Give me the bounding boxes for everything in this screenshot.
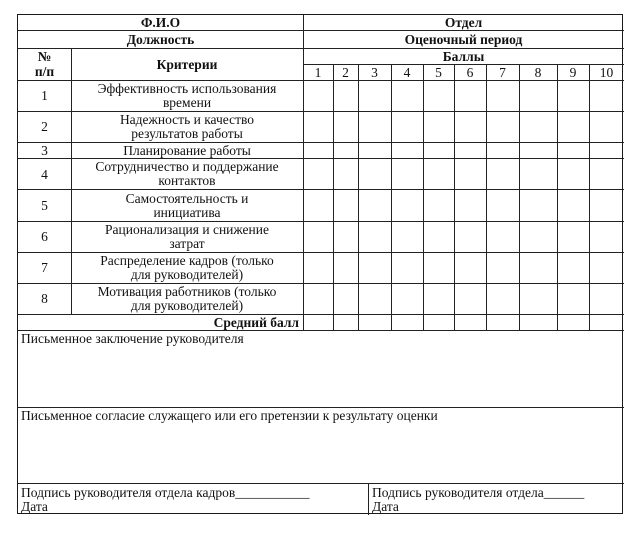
score-number: 1: [314, 65, 322, 80]
score-number: 2: [342, 65, 349, 80]
evaluation-form: [17, 14, 623, 514]
manager-conclusion-label: Письменное заключение руководителя: [21, 331, 244, 346]
criterion-text: Рационализация и снижение: [105, 222, 269, 237]
column-divider: [358, 64, 359, 330]
row-divider: [18, 48, 624, 49]
average-score-label: Средний балл: [213, 315, 299, 330]
column-divider: [391, 64, 392, 330]
row-divider: [18, 314, 624, 315]
score-number: 9: [569, 65, 577, 80]
row-divider: [18, 30, 624, 31]
criterion-text: Планирование работы: [123, 143, 251, 158]
row-number: 8: [41, 291, 48, 306]
criterion-text: Самостоятельность и: [125, 191, 249, 206]
row-divider: [18, 189, 624, 190]
row-divider: [18, 111, 624, 112]
row-number: 1: [41, 88, 48, 103]
score-number: 5: [435, 65, 442, 80]
scores-label: Баллы: [442, 49, 485, 64]
criterion-text: Распределение кадров (только: [100, 253, 274, 268]
department-head-date-label: Дата: [372, 499, 399, 514]
criterion-text-cont: инициатива: [153, 205, 221, 220]
criterion-text: Эффективность использования: [97, 81, 277, 96]
criteria-label: Критерии: [156, 57, 218, 72]
employee-consent-field[interactable]: [18, 424, 624, 481]
row-number: 5: [41, 198, 48, 213]
score-number: 6: [466, 65, 474, 80]
criterion-text: Сотрудничество и поддержание: [95, 159, 279, 174]
score-number: 8: [534, 65, 542, 80]
column-divider: [589, 64, 590, 330]
manager-conclusion-field[interactable]: [18, 347, 624, 405]
row-number: 7: [41, 260, 48, 275]
row-divider: [18, 483, 624, 484]
column-divider: [486, 64, 487, 330]
column-divider: [557, 64, 558, 330]
number-label-suffix: п/п: [34, 64, 55, 79]
column-divider: [423, 64, 424, 330]
column-divider: [368, 483, 369, 515]
criterion-text-cont: для руководителей): [130, 298, 244, 313]
row-number: 6: [41, 229, 48, 244]
row-number: 4: [41, 167, 48, 182]
row-divider: [18, 142, 624, 143]
score-number: 7: [499, 65, 506, 80]
criterion-text: Надежность и качество: [119, 112, 255, 127]
number-label: №: [37, 49, 52, 64]
hr-signature-label: Подпись руководителя отдела кадров___________: [21, 485, 310, 500]
criterion-text-cont: контактов: [158, 173, 216, 188]
criterion-text-cont: времени: [162, 95, 212, 110]
employee-consent-label: Письменное согласие служащего или его претензии к результату оценки: [21, 408, 438, 423]
hr-date-label: Дата: [21, 499, 48, 514]
criterion-text-cont: для руководителей): [130, 267, 244, 282]
department-label: Отдел: [444, 15, 483, 30]
department-head-signature-label: Подпись руководителя отдела______: [372, 485, 585, 500]
column-divider: [333, 64, 334, 330]
period-label: Оценочный период: [404, 32, 523, 47]
score-number: 3: [371, 65, 378, 80]
score-number: 10: [599, 65, 614, 80]
column-divider: [454, 64, 455, 330]
row-number: 2: [41, 119, 48, 134]
fio-label: Ф.И.О: [140, 15, 181, 30]
column-divider: [519, 64, 520, 330]
score-number: 4: [403, 65, 411, 80]
row-number: 3: [41, 143, 48, 158]
criterion-text: Мотивация работников (только: [97, 284, 277, 299]
position-label: Должность: [126, 32, 195, 47]
criterion-text-cont: затрат: [169, 236, 205, 251]
criterion-text-cont: результатов работы: [131, 126, 243, 141]
